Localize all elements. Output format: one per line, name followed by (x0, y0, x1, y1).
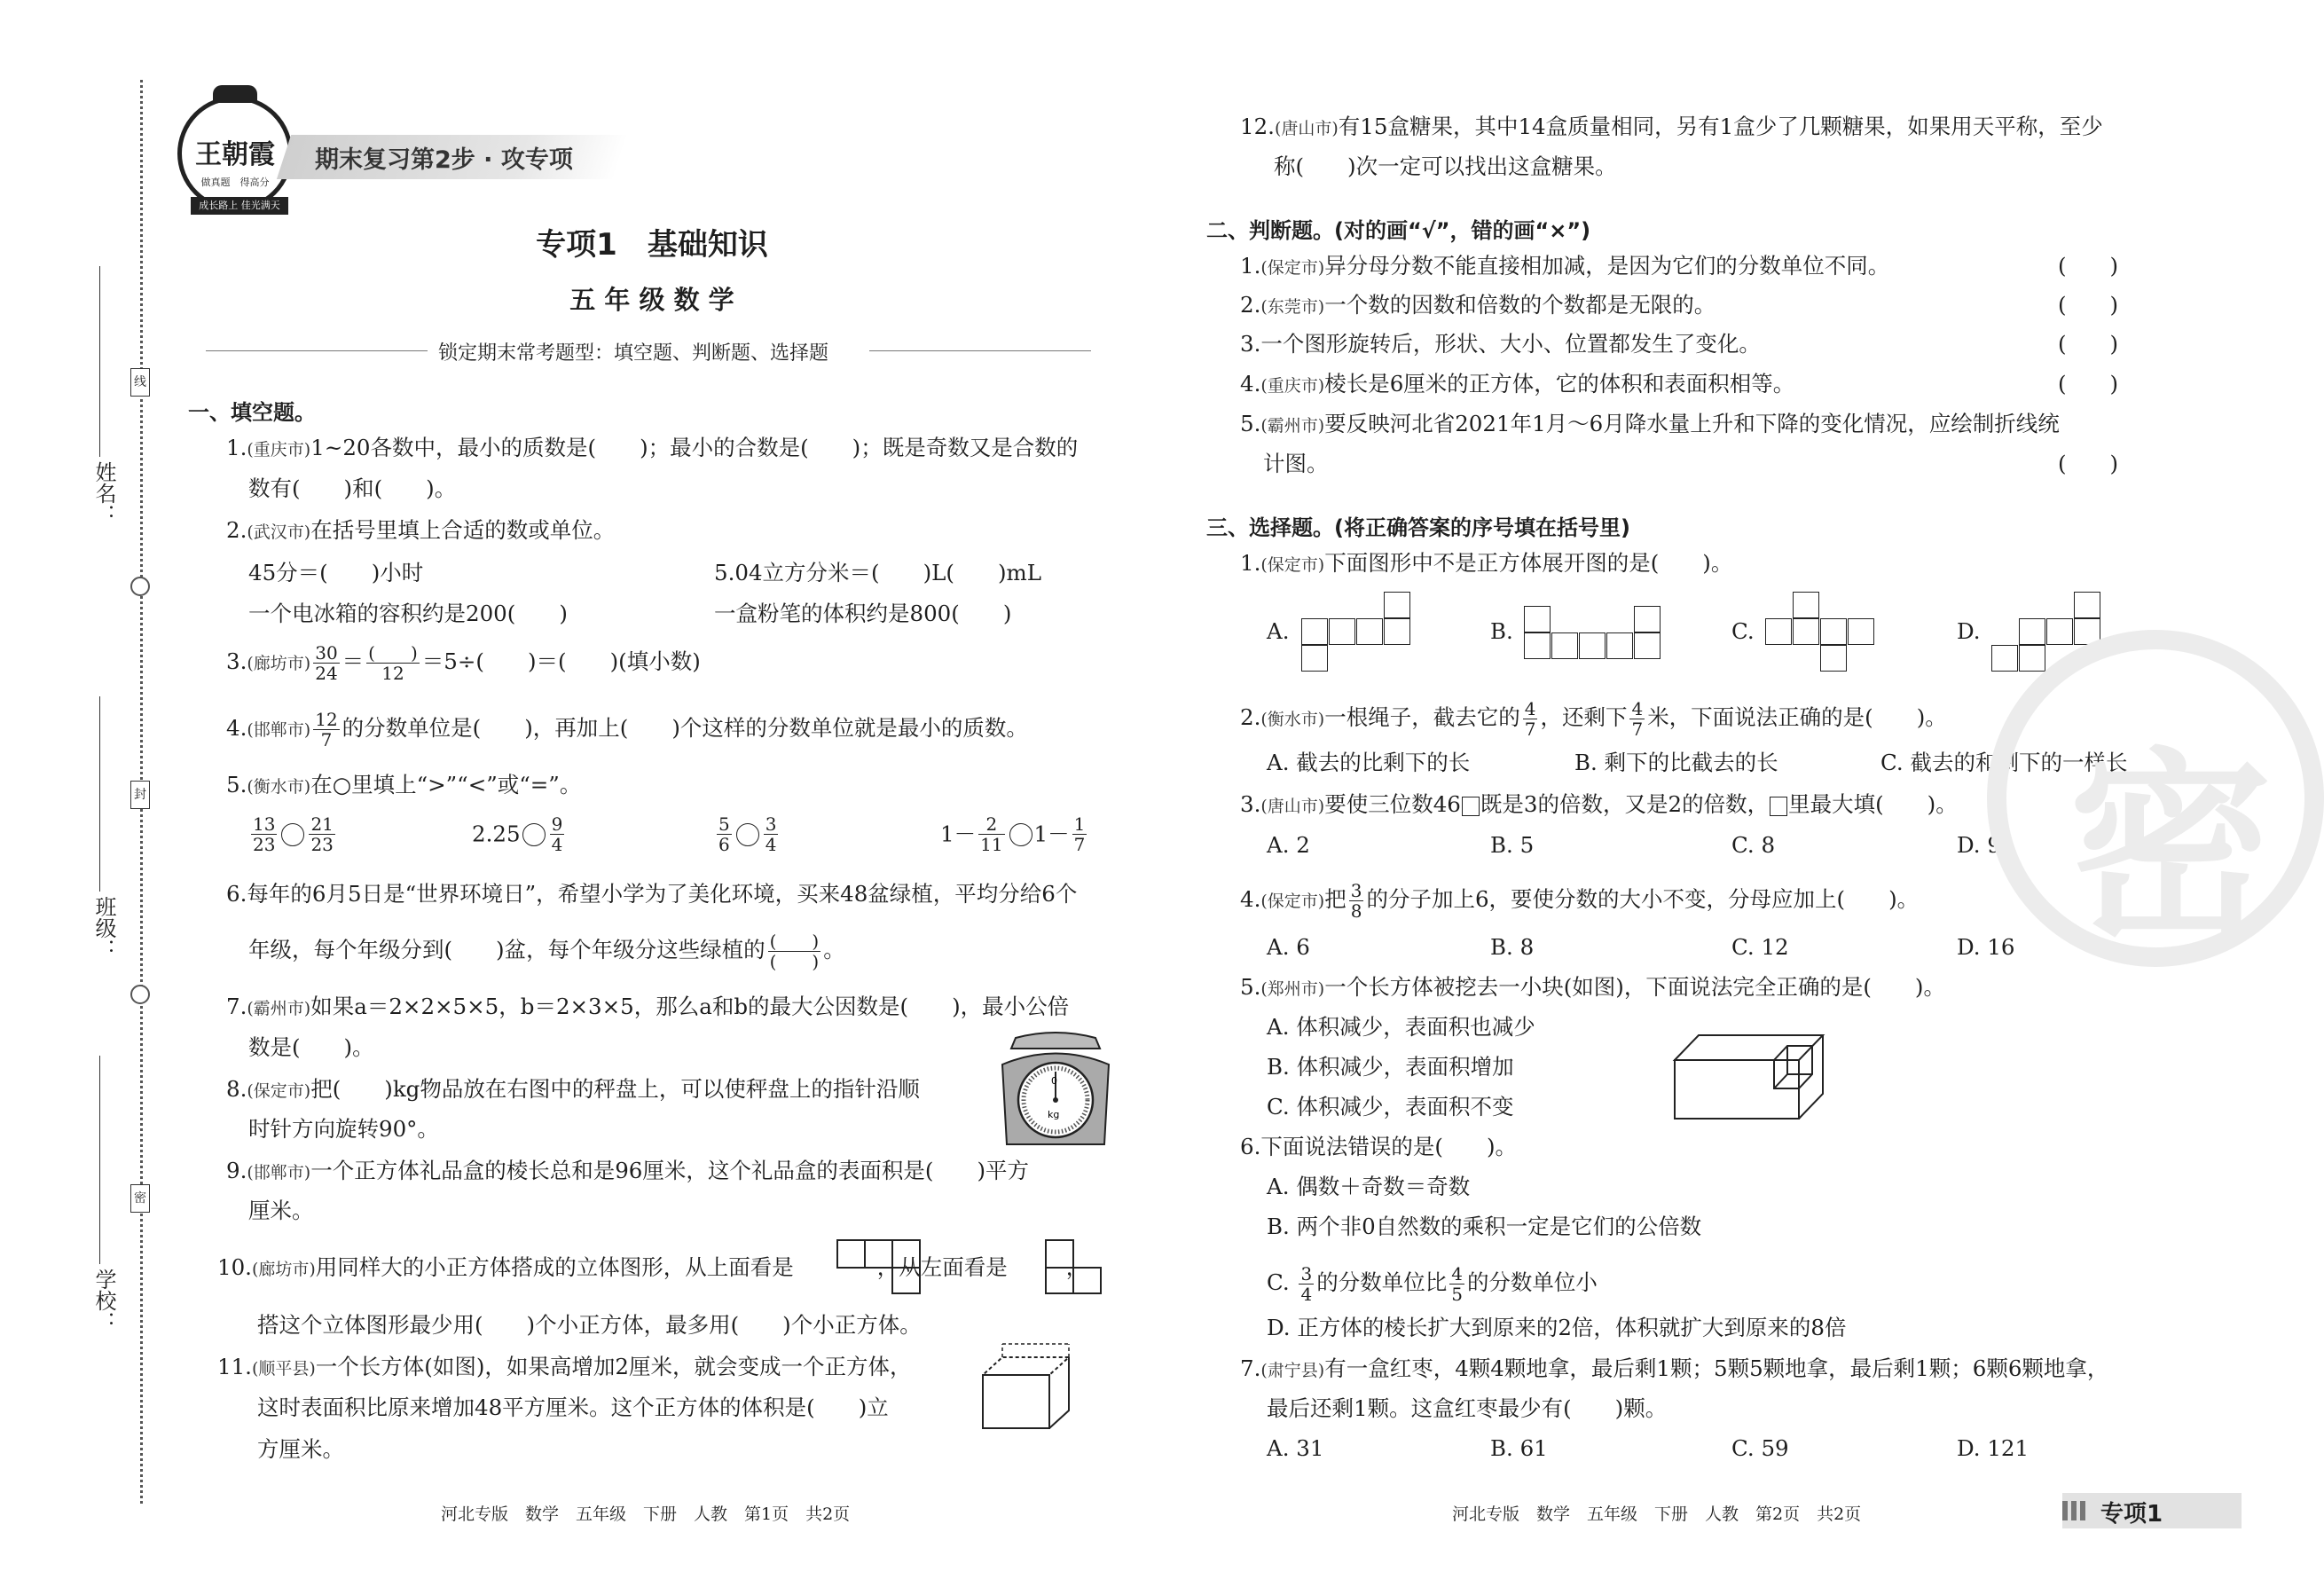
scale-figure (998, 1029, 1113, 1149)
fill-q7: 7.(霸州市)如果a＝2×2×5×5，b＝2×3×5，那么a和b的最大公因数是( )，最小公倍 (226, 994, 1070, 1019)
choice-q4-opt-c[interactable]: C. 12 (1731, 934, 1789, 960)
tagline: 锁定期末常考题型：填空题、判断题、选择题 (438, 342, 829, 365)
choice-q3-opt-b[interactable]: B. 5 (1490, 832, 1535, 858)
seal-feng: 封 (130, 781, 150, 809)
tagline-rule-right (869, 350, 1091, 351)
cut-cuboid-figure (1672, 1025, 1827, 1122)
judge-item-2: 2.(东莞市)一个数的因数和倍数的个数都是无限的。 (1240, 292, 1716, 318)
page-subtitle: 五 年 级 数 学 (569, 285, 734, 315)
scale-zero: 0 (1051, 1075, 1057, 1087)
fill-heading: 一、填空题。 (188, 400, 316, 425)
left-view-figure (1045, 1238, 1103, 1295)
compare-circle[interactable] (736, 823, 759, 846)
class-underline (99, 696, 100, 892)
fill-q8: 8.(保定市)把( )kg物品放在右图中的秤盘上，可以使秤盘上的指针沿顺 (226, 1076, 920, 1102)
fill-q6-line2: 年级，每个年级分到( )盆，每个年级分这些绿植的 $\frac{( )}{( )}$ 。 (248, 931, 845, 972)
choice-q7-line2: 最后还剩1颗。这盒红枣最少有( )颗。 (1267, 1395, 1668, 1421)
choice-q6-opt-c[interactable]: C. $\frac{3}{4}$ 的分数单位比 $\frac{4}{5}$ 的分数单位小 (1267, 1263, 1598, 1305)
net-figure-b (1524, 606, 1662, 661)
digit-box (1770, 797, 1787, 816)
choice-q7-opt-b[interactable]: B. 61 (1490, 1435, 1548, 1461)
choice-q5-opt-c[interactable]: C. 体积减少，表面积不变 (1267, 1094, 1514, 1120)
choice-q5-opt-b[interactable]: B. 体积减少，表面积增加 (1267, 1054, 1514, 1080)
fill-q5-c3: $\frac{5}{6}$ $\frac{3}{4}$ (718, 813, 777, 855)
choice-q6: 6.下面说法错误的是( )。 (1240, 1134, 1518, 1159)
watermark-text: 密 (2069, 732, 2273, 969)
choice-q7-opt-a[interactable]: A. 31 (1267, 1435, 1324, 1461)
fill-q1-line2: 数有( )和( )。 (248, 475, 457, 501)
choice-q4-opt-b[interactable]: B. 8 (1490, 934, 1535, 960)
choice-q2-opt-b[interactable]: B. 剩下的比截去的长 (1574, 750, 1778, 775)
choice-q4-opt-a[interactable]: A. 6 (1267, 934, 1310, 960)
fill-q8-line2: 时针方向旋转90°。 (248, 1116, 439, 1142)
seal-mi: 密 (130, 1184, 150, 1213)
watermark-seal (1987, 630, 2324, 967)
binding-ornament-icon (130, 577, 150, 596)
choice-q5-opt-a[interactable]: A. 体积减少，表面积也减少 (1267, 1014, 1535, 1040)
fill-q11-line3: 方厘米。 (257, 1436, 344, 1462)
fill-q10-line2: 搭这个立体图形最少用( )个小正方体，最多用( )个小正方体。 (257, 1312, 922, 1338)
fill-q2-b: 5.04立方分米＝( )L( )mL (714, 560, 1042, 585)
fill-q10: 10.(廊坊市)用同样大的小正方体搭成的立体图形，从上面看是 ，从左面看是 ， (217, 1254, 1088, 1280)
logo-text: 王朝霞 (195, 139, 275, 170)
footer-right: 河北专版 数学 五年级 下册 人教 第2页 共2页 (1452, 1505, 1862, 1524)
fill-q4: 4.(邯郸市) $\frac{12}{7}$ 的分数单位是( )，再加上( )个这样的分数单位就是最小的质数。 (226, 709, 1028, 750)
choice-q6-opt-d[interactable]: D. 正方体的棱长扩大到原来的2倍，体积就扩大到原来的8倍 (1267, 1315, 1847, 1340)
choice-q3-opt-c[interactable]: C. 8 (1731, 832, 1776, 858)
judge-heading: 二、判断题。(对的画“√”，错的画“×”) (1206, 218, 1591, 243)
choice-q1: 1.(保定市)下面图形中不是正方体展开图的是( )。 (1240, 550, 1733, 576)
fill-q12-line2: 称( )次一定可以找出这盒糖果。 (1274, 153, 1617, 179)
footer-left: 河北专版 数学 五年级 下册 人教 第1页 共2页 (441, 1505, 851, 1524)
tagline-rule-left (206, 350, 428, 351)
judge-blank-1[interactable]: ( ) (2058, 253, 2119, 279)
fill-q2-a: 45分＝( )小时 (248, 560, 424, 585)
fill-q5-c1: $\frac{13}{23}$ $\frac{21}{23}$ (253, 813, 334, 855)
fill-q3: 3.(廊坊市) $\frac{30}{24}$ ＝ $\frac{( )}{12}$ ＝5÷( )＝( )(填小数) (226, 642, 701, 684)
judge-blank-3[interactable]: ( ) (2058, 331, 2119, 357)
fill-q1: 1.(重庆市)1~20各数中，最小的质数是( )；最小的合数是( )；既是奇数又是合数的 (226, 435, 1079, 460)
judge-item-5-line2: 计图。 (1263, 451, 1329, 476)
choice-q6-opt-a[interactable]: A. 偶数＋奇数＝奇数 (1267, 1174, 1471, 1199)
digit-box (1462, 797, 1480, 816)
choice-q1-opt-a[interactable]: A. (1267, 618, 1290, 644)
net-figure-c (1765, 592, 1875, 673)
judge-item-5: 5.(霸州市)要反映河北省2021年1月～6月降水量上升和下降的变化情况，应绘制折线统 (1240, 411, 2060, 436)
choice-heading: 三、选择题。(将正确答案的序号填在括号里) (1206, 515, 1630, 540)
judge-item-3: 3.一个图形旋转后，形状、大小、位置都发生了变化。 (1240, 331, 1761, 357)
fill-q2-c: 一个电冰箱的容积约是200( ) (248, 601, 568, 626)
choice-q4: 4.(保定市)把 $\frac{3}{8}$ 的分子加上6，要使分数的大小不变，分母应加上( )。 (1240, 880, 1920, 922)
name-label: 姓名： (91, 461, 116, 525)
scale-unit: kg (1048, 1109, 1060, 1120)
compare-circle[interactable] (522, 823, 546, 846)
judge-blank-5[interactable]: ( ) (2058, 451, 2119, 476)
choice-q2: 2.(衡水市)一根绳子，截去它的 $\frac{4}{7}$ ，还剩下 $\frac{4}{7}$ 米，下面说法正确的是( )。 (1240, 698, 1947, 740)
choice-q1-opt-b[interactable]: B. (1490, 618, 1513, 644)
fill-q11: 11.(顺平县)一个长方体(如图)，如果高增加2厘米，就会变成一个正方体， (217, 1354, 912, 1379)
fill-q2: 2.(武汉市)在括号里填上合适的数或单位。 (226, 517, 616, 543)
choice-q2-opt-a[interactable]: A. 截去的比剩下的长 (1267, 750, 1471, 775)
fill-q6: 6.每年的6月5日是“世界环境日”，希望小学为了美化环境，买来48盆绿植，平均分给6个 (226, 881, 1078, 907)
choice-q3-opt-a[interactable]: A. 2 (1267, 832, 1310, 858)
judge-item-4: 4.(重庆市)棱长是6厘米的正方体，它的体积和表面积相等。 (1240, 371, 1795, 397)
class-label: 班级： (91, 896, 116, 960)
logo-crown-icon (213, 85, 257, 103)
logo-ribbon: 成长路上 佳光满天 (191, 197, 288, 215)
choice-q1-opt-c[interactable]: C. (1731, 618, 1755, 644)
judge-item-1: 1.(保定市)异分母分数不能直接相加减，是因为它们的分数单位不同。 (1240, 253, 1890, 279)
top-view-figure (836, 1238, 922, 1295)
compare-circle[interactable] (281, 823, 304, 846)
banner-text: 期末复习第2步 · 攻专项 (315, 146, 573, 174)
net-figure-a (1301, 592, 1411, 673)
fill-q7-line2: 数是( )。 (248, 1034, 374, 1060)
page-title: 专项1 基础知识 (536, 227, 768, 263)
choice-q2-opt-c[interactable]: C. 截去的和剩下的一样长 (1880, 750, 2128, 775)
fill-q2-d: 一盒粉笔的体积约是800( ) (714, 601, 1012, 626)
choice-q5: 5.(郑州市)一个长方体被挖去一小块(如图)，下面说法完全正确的是( )。 (1240, 974, 1945, 1000)
judge-blank-4[interactable]: ( ) (2058, 371, 2119, 397)
choice-q3: 3.(唐山市)要使三位数46 既是3的倍数，又是2的倍数， 里最大填( )。 (1240, 791, 1958, 817)
seal-xian: 线 (130, 368, 150, 397)
fill-q5-c2: 2.25 $\frac{9}{4}$ (472, 813, 563, 855)
binding-ornament-icon (130, 985, 150, 1004)
choice-q6-opt-b[interactable]: B. 两个非0自然数的乘积一定是它们的公倍数 (1267, 1214, 1702, 1239)
school-label: 学校： (91, 1269, 116, 1332)
logo-sub2: 得高分 (239, 177, 270, 188)
footer-tab-label: 专项1 (2100, 1501, 2163, 1528)
logo-sub1: 做真题 (200, 177, 231, 188)
compare-circle[interactable] (1009, 823, 1032, 846)
choice-q1-opt-d[interactable]: D. (1957, 618, 1981, 644)
cuboid-figure (980, 1340, 1073, 1433)
fill-q11-line2: 这时表面积比原来增加48平方厘米。这个正方体的体积是( )立 (257, 1395, 889, 1420)
choice-q7-opt-c[interactable]: C. 59 (1731, 1435, 1789, 1461)
logo (177, 96, 293, 211)
fill-q9-line2: 厘米。 (248, 1198, 314, 1223)
judge-blank-2[interactable]: ( ) (2058, 292, 2119, 318)
fill-q5: 5.(衡水市)在○里填上“>”“<”或“=”。 (226, 772, 582, 797)
choice-q3-opt-d[interactable]: D. 9 (1957, 832, 2001, 858)
fill-q5-c4: 1－ $\frac{2}{11}$ 1－ $\frac{1}{7}$ (940, 813, 1086, 855)
fill-q9: 9.(邯郸市)一个正方体礼品盒的棱长总和是96厘米，这个礼品盒的表面积是( )平方 (226, 1158, 1030, 1183)
choice-q4-opt-d[interactable]: D. 16 (1957, 934, 2015, 960)
choice-q7: 7.(肃宁县)有一盒红枣，4颗4颗地拿，最后剩1颗；5颗5颗地拿，最后剩1颗；6颗6颗地拿， (1240, 1355, 2109, 1381)
footer-tab-dots-icon (2062, 1501, 2089, 1520)
fill-q12: 12.(唐山市)有15盒糖果，其中14盒质量相同，另有1盒少了几颗糖果，如果用天平称，至少 (1240, 114, 2103, 139)
choice-q7-opt-d[interactable]: D. 121 (1957, 1435, 2030, 1461)
school-underline (99, 1056, 100, 1264)
